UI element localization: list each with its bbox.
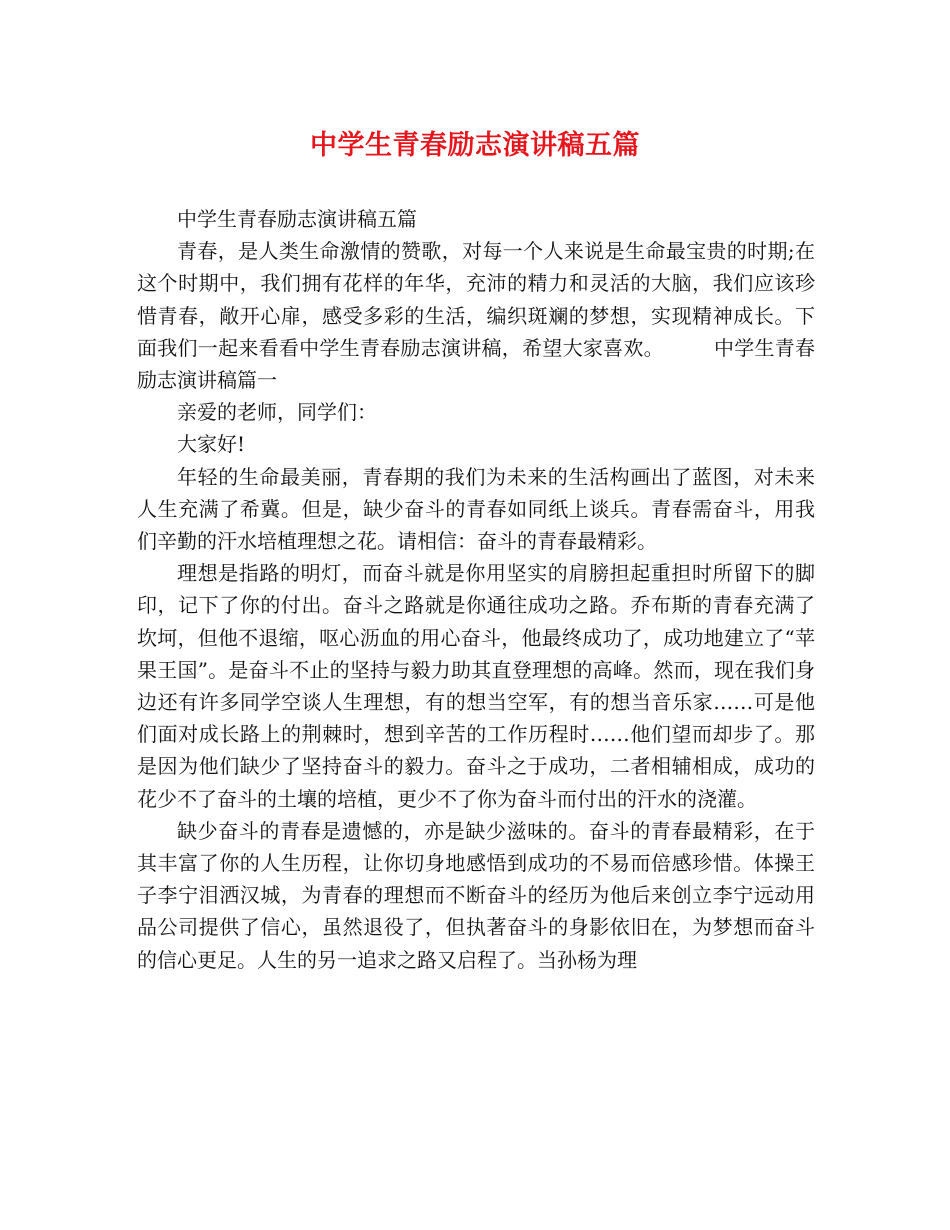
paragraph: 年轻的生命最美丽，青春期的我们为未来的生活构画出了蓝图，对未来人生充满了希冀。但是，缺少奋斗的青春如同纸上谈兵。青春需奋斗，用我们辛勤的汗水培植理想之花。请相信：奋斗的青春最精彩。: [137, 464, 815, 554]
paragraph: 中学生青春励志演讲稿五篇: [177, 207, 417, 231]
section-heading: 中学生青春励志演讲稿篇一: [137, 335, 816, 393]
paragraph: 理想是指路的明灯，而奋斗就是你用坚实的肩膀担起重担时所留下的脚印，记下了你的付出。奋斗之路就是你通往成功之路。乔布斯的青春充满了坎坷，但他不退缩，呕心沥血的用心奋斗，他最终成功了，成功地建立了“苹果王国”。是奋斗不止的坚持与毅力助其直登理想的高峰。然而，现在我们身边还有许多同学空谈人生理想，有的想当空军，有的想当音乐家……可是他们面对成长路上的荆棘时，想到辛苦的工作历程时……他们望而却步了。那是因为他们缺少了坚持奋斗的毅力。奋斗之于成功，二者相辅相成，成功的花少不了奋斗的土壤的培植，更少不了你为奋斗而付出的汗水的浇灌。: [137, 561, 815, 811]
intro-paragraph: [137, 235, 815, 396]
paragraph: 缺少奋斗的青春是遗憾的，亦是缺少滋味的。奋斗的青春最精彩，在于其丰富了你的人生历程，让你切身地感悟到成功的不易而倍感珍惜。体操王子李宁泪洒汉城，为青春的理想而不断奋斗的经历为他后来创立李宁远动用品公司提供了信心，虽然退役了，但执著奋斗的身影依旧在，为梦想而奋斗的信心更足。人生的另一追求之路又启程了。当孙杨为理: [137, 818, 815, 972]
document-body: [137, 203, 815, 976]
document-title: 中学生青春励志演讲稿五篇: [310, 130, 640, 161]
intro-text: 青春，是人类生命激情的赞歌，对每一个人来说是生命最宝贵的时期;在这个时期中，我们拥有花样的年华，充沛的精力和灵活的大脑，我们应该珍惜青春，敞开心扉，感受多彩的生活，编织斑斓的梦想，实现精神成长。下面我们一起来看看中学生青春励志演讲稿，希望大家喜欢。: [137, 239, 815, 360]
paragraph: 亲爱的老师，同学们：: [177, 400, 377, 425]
paragraph: 大家好!: [177, 432, 246, 457]
